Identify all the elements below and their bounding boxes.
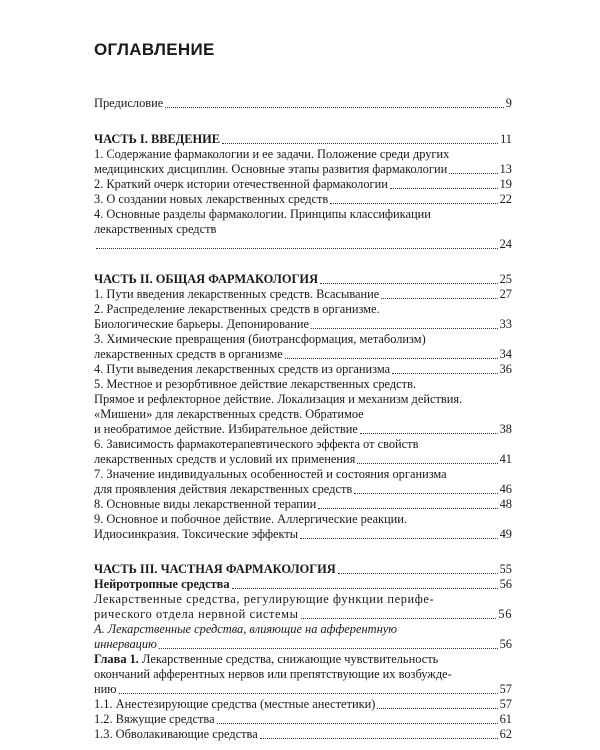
page-number: 56 [499,577,512,591]
page-number: 57 [499,697,512,711]
dot-leader [330,201,497,204]
entry-line: 6. Зависимость фармакотерапевтического эффекта от свойств [94,437,419,451]
entry-text: нию [94,682,117,696]
toc-entry[interactable] [94,332,512,362]
page-number: 36 [499,362,512,376]
toc-entry-preface[interactable] [94,96,512,111]
toc-entry[interactable] [94,712,512,727]
page-number: 24 [499,237,512,251]
entry-line: А. Лекарственные средства, влияющие на афферентную [94,622,397,636]
toc-entry[interactable] [94,287,512,302]
toc-entry[interactable] [94,437,512,467]
entry-line: 5. Местное и резорбтивное действие лекарственных средств. [94,377,417,391]
page-number: 61 [499,712,512,726]
entry-line: «Мишени» для лекарственных средств. Обратимое [94,407,364,421]
entry-line: Лекарственные средства, регулирующие функции перифе- [94,592,435,606]
part-title: ЧАСТЬ II. ОБЩАЯ ФАРМАКОЛОГИЯ [94,272,319,286]
entry-text: 1.2. Вяжущие средства [94,712,215,726]
entry-text: 4. Пути выведения лекарственных средств из организма [94,362,391,376]
dot-leader [318,506,497,509]
dot-leader [357,461,497,464]
page-number: 34 [499,347,512,361]
dot-leader [301,616,497,619]
entry-text: 8. Основные виды лекарственной терапии [94,497,317,511]
page-number: 46 [499,482,512,496]
entry-text: для проявления действия лекарственных средств [94,482,353,496]
entry-text: Биологические барьеры. Депонирование [94,317,310,331]
entry-line: Прямое и рефлекторное действие. Локализация и механизм действия. [94,392,463,406]
entry-text: Нейротропные средства [94,577,230,591]
page-number: 56 [499,637,512,651]
toc-entry[interactable] [94,192,512,207]
page-number: 9 [505,96,512,110]
toc-entry[interactable] [94,302,512,332]
toc-entry-part1[interactable] [94,132,512,147]
part3-section [94,562,512,742]
dot-leader [119,691,498,694]
page-number: 56 [498,607,512,621]
toc-entry-part2[interactable] [94,272,512,287]
page-number: 27 [499,287,512,301]
dot-leader [377,706,497,709]
entry-text: 2. Краткий очерк истории отечественной фармакологии [94,177,388,191]
dot-leader [285,356,498,359]
toc-entry-section-a[interactable] [94,622,512,652]
toc-entry[interactable] [94,497,512,512]
toc-page [94,40,512,742]
toc-entry[interactable] [94,377,512,437]
dot-leader [320,281,498,284]
entry-line: 7. Значение индивидуальных особенностей и состояния организма [94,467,447,481]
toc-entry[interactable] [94,177,512,192]
toc-entry[interactable] [94,207,512,252]
part1-items [94,147,512,252]
entry-line: 9. Основное и побочное действие. Аллергические реакции. [94,512,408,526]
page-number: 62 [499,727,512,741]
dot-leader [300,536,498,539]
dot-leader [232,586,498,589]
dot-leader [222,141,498,144]
chapter-label: Глава 1. [94,652,139,666]
dot-leader [165,105,504,108]
page-number: 13 [499,162,512,176]
page-number: 19 [499,177,512,191]
page-number: 55 [499,562,512,576]
entry-text: лекарственных средств в организме [94,347,283,361]
entry-text: 3. О создании новых лекарственных средств [94,192,329,206]
toc-entry-chapter1[interactable] [94,652,512,697]
page-number: 49 [499,527,512,541]
toc-entry[interactable] [94,727,512,742]
entry-line: 1. Содержание фармакологии и ее задачи. Положение среди других [94,147,450,161]
part-title: ЧАСТЬ III. ЧАСТНАЯ ФАРМАКОЛОГИЯ [94,562,336,576]
dot-leader [96,246,498,249]
page-number: 48 [499,497,512,511]
dot-leader [338,571,498,574]
page-number: 33 [499,317,512,331]
toc-entry-peripheral[interactable] [94,592,512,622]
dot-leader [311,326,498,329]
toc-entry-neurotropic[interactable] [94,577,512,592]
page-title: ОГЛАВЛЕНИЕ [94,40,215,59]
entry-line: 2. Распределение лекарственных средств в организме. [94,302,380,316]
dot-leader [354,491,497,494]
entry-text: лекарственных средств и условий их применения [94,452,356,466]
page-number: 22 [499,192,512,206]
dot-leader [360,431,498,434]
entry-text: Предисловие [94,96,164,110]
entry-line: лекарственных средств [94,222,217,236]
entry-line: 3. Химические превращения (биотрансформация, метаболизм) [94,332,426,346]
dot-leader [449,171,497,174]
dot-leader [260,736,498,739]
toc-entry[interactable] [94,362,512,377]
part1-section [94,132,512,252]
toc-entry[interactable] [94,512,512,542]
toc-entry[interactable] [94,467,512,497]
entry-text: медицинских дисциплин. Основные этапы развития фармакологии [94,162,448,176]
entry-text: 1.3. Обволакивающие средства [94,727,258,741]
entry-text: 1. Пути введения лекарственных средств. Всасывание [94,287,380,301]
toc-entry[interactable] [94,147,512,177]
entry-line: 4. Основные разделы фармакологии. Принципы классификации [94,207,431,221]
entry-text: 1.1. Анестезирующие средства (местные анестетики) [94,697,376,711]
preface-section [94,96,512,111]
part-title: ЧАСТЬ I. ВВЕДЕНИЕ [94,132,221,146]
dot-leader [381,296,497,299]
part2-section [94,272,512,542]
part3-items [94,697,512,742]
entry-text: рического отдела нервной системы [94,607,299,621]
page-number: 11 [500,132,512,146]
toc-entry[interactable] [94,697,512,712]
entry-line: окончаний афферентных нервов или препятствующие их возбужде- [94,667,452,681]
dot-leader [159,646,498,649]
dot-leader [217,721,498,724]
page-number: 25 [499,272,512,286]
page-number: 38 [499,422,512,436]
page-number: 57 [499,682,512,696]
part2-items [94,287,512,542]
toc-entry-part3[interactable] [94,562,512,577]
entry-text: иннервацию [94,637,157,651]
entry-line: Лекарственные средства, снижающие чувствительность [138,652,439,666]
entry-text: Идиосинкразия. Токсические эффекты [94,527,299,541]
dot-leader [392,371,497,374]
entry-text: и необратимое действие. Избирательное действие [94,422,358,436]
page-number: 41 [499,452,512,466]
dot-leader [390,186,498,189]
